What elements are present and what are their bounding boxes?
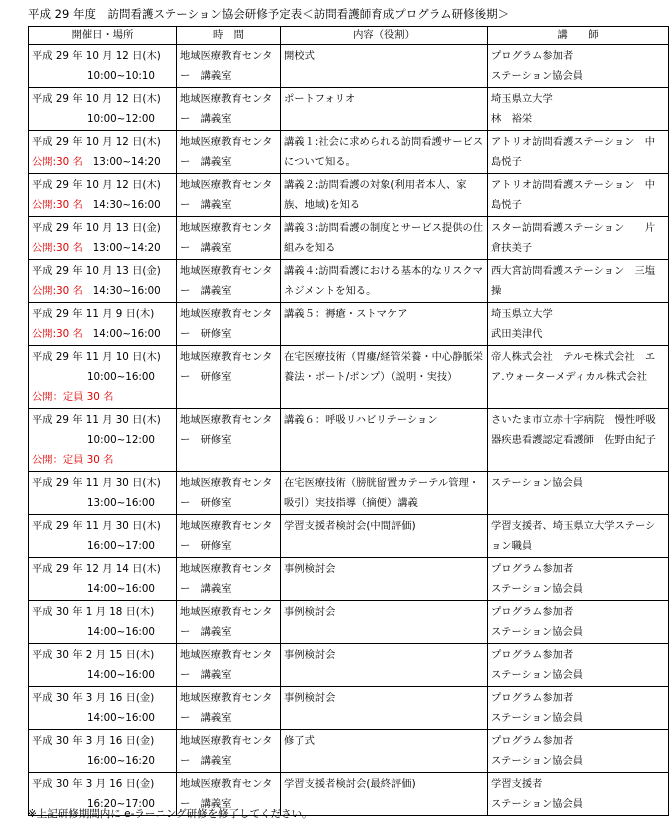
session-content-cell [281,217,488,260]
venue-cell [177,472,281,515]
venue-cell [177,558,281,601]
table-row [29,217,669,260]
venue-cell [177,303,281,346]
session-content: 修了式 [284,735,315,747]
table-row [29,687,669,730]
lecturer-cell [488,472,669,515]
date-cell [29,346,177,409]
session-content-cell [281,409,488,472]
session-content-cell [281,346,488,409]
session-content-cell [281,45,488,88]
lecturer-cell [488,88,669,131]
date-cell [29,88,177,131]
date-cell [29,730,177,773]
venue: 地域医療教育センター 講義室 [180,606,273,638]
session-time: 10:00~12:00 [87,113,155,125]
date-cell [29,217,177,260]
venue: 地域医療教育センター 講義室 [180,692,273,724]
session-content-cell [281,174,488,217]
venue-cell [177,687,281,730]
lecturer-cell [488,174,669,217]
lecturer-cell [488,303,669,346]
venue: 地域医療教育センター 講義室 [180,563,273,595]
lecturer: プログラム参加者 ステーション協会員 [491,563,584,595]
session-content-cell [281,472,488,515]
lecturer-cell [488,260,669,303]
session-content-cell [281,88,488,131]
table-row [29,601,669,644]
date-cell [29,260,177,303]
venue-cell [177,730,281,773]
session-time: 14:30~16:00 [92,285,161,297]
lecturer-cell [488,515,669,558]
date-cell [29,472,177,515]
session-date: 平成 29 年 11 月 30 日(木) [32,414,161,426]
session-content: 講義２:訪問看護の対象(利用者本人、家族、地域)を知る [284,179,467,211]
header-content: 内容（役割） [281,27,488,45]
session-date: 平成 29 年 10 月 12 日(木) [32,50,161,62]
lecturer: プログラム参加者 ステーション協会員 [491,649,584,681]
lecturer-cell [488,687,669,730]
public-capacity: 公開：定員 30 名 [32,454,114,466]
venue-cell [177,346,281,409]
lecturer-cell [488,45,669,88]
session-content-cell [281,601,488,644]
session-content: 講義３:訪問看護の制度とサービス提供の仕組みを知る [284,222,484,254]
session-content: 事例検討会 [284,692,336,704]
table-row [29,644,669,687]
lecturer: 埼玉県立大学 武田美津代 [491,308,553,340]
table-row [29,730,669,773]
table-row [29,303,669,346]
date-cell [29,303,177,346]
venue: 地域医療教育センター 講義室 [180,222,273,254]
lecturer-cell [488,346,669,409]
session-date: 平成 29 年 12 月 14 日(木) [32,563,161,575]
session-content: 講義６：呼吸リハビリテーション [284,414,438,426]
lecturer: プログラム参加者 ステーション協会員 [491,692,584,724]
lecturer: プログラム参加者 ステーション協会員 [491,606,584,638]
lecturer-cell [488,730,669,773]
session-date: 平成 29 年 10 月 12 日(木) [32,93,161,105]
table-row [29,346,669,409]
public-capacity: 公開：定員 30 名 [32,391,114,403]
session-content: 在宅医療技術（胃瘻/経管栄養・中心静脈栄養法・ポート/ポンプ）（説明・実技） [284,351,484,383]
table-row [29,131,669,174]
venue-cell [177,131,281,174]
date-cell [29,558,177,601]
session-date: 平成 29 年 10 月 12 日(木) [32,179,161,191]
session-content: 事例検討会 [284,563,336,575]
session-content: 講義１:社会に求められる訪問看護サービスについて知る。 [284,136,484,168]
date-cell [29,131,177,174]
lecturer: 学習支援者、埼玉県立大学ステーション職員 [491,520,656,552]
public-capacity: 公開:30 名 [32,199,83,211]
session-content: 講義５：褥瘡・ストマケア [284,308,408,320]
session-date: 平成 29 年 11 月 9 日(木) [32,308,155,320]
session-time: 16:00~17:00 [87,540,155,552]
table-header-row [29,27,669,45]
session-content: 学習支援者検討会(中間評価) [284,520,416,532]
lecturer: プログラム参加者 ステーション協会員 [491,735,584,767]
venue: 地域医療教育センター 講義室 [180,778,273,810]
lecturer-cell [488,644,669,687]
venue-cell [177,260,281,303]
lecturer: 埼玉県立大学 林 裕栄 [491,93,553,125]
session-time: 14:30~16:00 [92,199,161,211]
table-row [29,260,669,303]
table-row [29,472,669,515]
session-time: 14:00~16:00 [87,669,155,681]
session-time: 14:00~16:00 [87,712,155,724]
session-date: 平成 29 年 11 月 30 日(木) [32,520,161,532]
public-time-line [32,281,173,301]
lecturer-cell [488,601,669,644]
date-cell [29,174,177,217]
schedule-body [29,45,669,816]
session-date: 平成 30 年 1 月 18 日(木) [32,606,155,618]
lecturer: アトリオ訪問看護ステーション 中島悦子 [491,136,656,168]
venue: 地域医療教育センター 研修室 [180,414,273,446]
session-date: 平成 30 年 3 月 16 日(金) [32,735,155,747]
venue: 地域医療教育センター 講義室 [180,179,273,211]
session-content-cell [281,558,488,601]
venue: 地域医療教育センター 研修室 [180,520,273,552]
venue: 地域医療教育センター 研修室 [180,477,273,509]
session-time: 16:00~16:20 [87,755,155,767]
table-row [29,515,669,558]
session-time: 13:00~14:20 [92,156,161,168]
lecturer: さいたま市立赤十字病院 慢性呼吸器疾患看護認定看護師 佐野由紀子 [491,414,656,446]
table-row [29,88,669,131]
lecturer-cell [488,131,669,174]
venue: 地域医療教育センター 講義室 [180,136,273,168]
venue-cell [177,409,281,472]
venue: 地域医療教育センター 講義室 [180,649,273,681]
venue: 地域医療教育センター 講義室 [180,50,273,82]
date-cell [29,515,177,558]
public-capacity: 公開:30 名 [32,156,83,168]
session-content: ポートフォリオ [284,93,356,105]
public-capacity: 公開:30 名 [32,242,83,254]
schedule-table [28,26,669,816]
session-content-cell [281,303,488,346]
date-cell [29,45,177,88]
session-content: 開校式 [284,50,315,62]
session-time: 14:00~16:00 [87,583,155,595]
session-date: 平成 29 年 10 月 13 日(金) [32,265,161,277]
venue-cell [177,217,281,260]
venue-cell [177,45,281,88]
session-date: 平成 30 年 3 月 16 日(金) [32,692,155,704]
lecturer: アトリオ訪問看護ステーション 中島悦子 [491,179,656,211]
public-time-line [32,238,173,258]
session-date: 平成 29 年 10 月 13 日(金) [32,222,161,234]
public-time-line [32,324,173,344]
date-cell [29,644,177,687]
lecturer: 帝人株式会社 テルモ株式会社 エア.ウォーターメディカル株式会社 [491,351,656,383]
session-time: 16:20~17:00 [87,798,155,810]
session-time: 10:00~16:00 [87,371,155,383]
session-date: 平成 30 年 2 月 15 日(木) [32,649,155,661]
lecturer: スター訪問看護ステーション 片倉扶美子 [491,222,656,254]
session-content-cell [281,260,488,303]
lecturer: プログラム参加者 ステーション協会員 [491,50,584,82]
venue-cell [177,644,281,687]
session-time: 14:00~16:00 [87,626,155,638]
session-date: 平成 29 年 10 月 12 日(木) [32,136,161,148]
lecturer: ステーション協会員 [491,477,584,489]
session-content-cell [281,687,488,730]
document-title: 平成 29 年度 訪問看護ステーション協会研修予定表＜訪問看護師育成プログラム研修後期＞ [28,7,510,21]
table-row [29,45,669,88]
lecturer-cell [488,773,669,816]
date-cell [29,409,177,472]
table-row [29,409,669,472]
lecturer: 西大宮訪問看護ステーション 三塩 操 [491,265,666,297]
footnote: ※上記研修期間内に e-ラーニング研修を修了してください。 [28,808,313,820]
session-date: 平成 29 年 11 月 10 日(木) [32,351,161,363]
table-row [29,174,669,217]
session-content: 在宅医療技術（膀胱留置カテーテル管理・吸引）実技指導（摘便）講義 [284,477,480,509]
venue-cell [177,88,281,131]
lecturer-cell [488,558,669,601]
session-content: 事例検討会 [284,606,336,618]
session-content-cell [281,131,488,174]
header-date-place: 開催日・場所 [29,27,177,45]
venue: 地域医療教育センター 講義室 [180,93,273,125]
venue-cell [177,515,281,558]
session-date: 平成 30 年 3 月 16 日(金) [32,778,155,790]
session-content-cell [281,730,488,773]
public-time-line [32,152,173,172]
venue: 地域医療教育センター 研修室 [180,308,273,340]
session-time: 10:00~12:00 [87,434,155,446]
venue: 地域医療教育センター 講義室 [180,265,273,297]
header-time: 時 間 [177,27,281,45]
session-time: 14:00~16:00 [92,328,161,340]
table-row [29,558,669,601]
session-time: 13:00~16:00 [87,497,155,509]
header-lecturer: 講 師 [488,27,669,45]
session-time: 13:00~14:20 [92,242,161,254]
session-content-cell [281,515,488,558]
session-time: 10:00~10:10 [87,70,155,82]
date-cell [29,601,177,644]
public-capacity: 公開:30 名 [32,328,83,340]
date-cell [29,687,177,730]
lecturer-cell [488,217,669,260]
venue-cell [177,601,281,644]
session-content-cell [281,644,488,687]
public-time-line [32,195,173,215]
public-capacity: 公開:30 名 [32,285,83,297]
venue: 地域医療教育センター 研修室 [180,351,273,383]
session-content: 事例検討会 [284,649,336,661]
lecturer: 学習支援者 ステーション協会員 [491,778,584,810]
session-content: 講義４:訪問看護における基本的なリスクマネジメントを知る。 [284,265,483,297]
venue: 地域医療教育センター 講義室 [180,735,273,767]
session-date: 平成 29 年 11 月 30 日(木) [32,477,161,489]
session-content: 学習支援者検討会(最終評価) [284,778,416,790]
venue-cell [177,174,281,217]
lecturer-cell [488,409,669,472]
